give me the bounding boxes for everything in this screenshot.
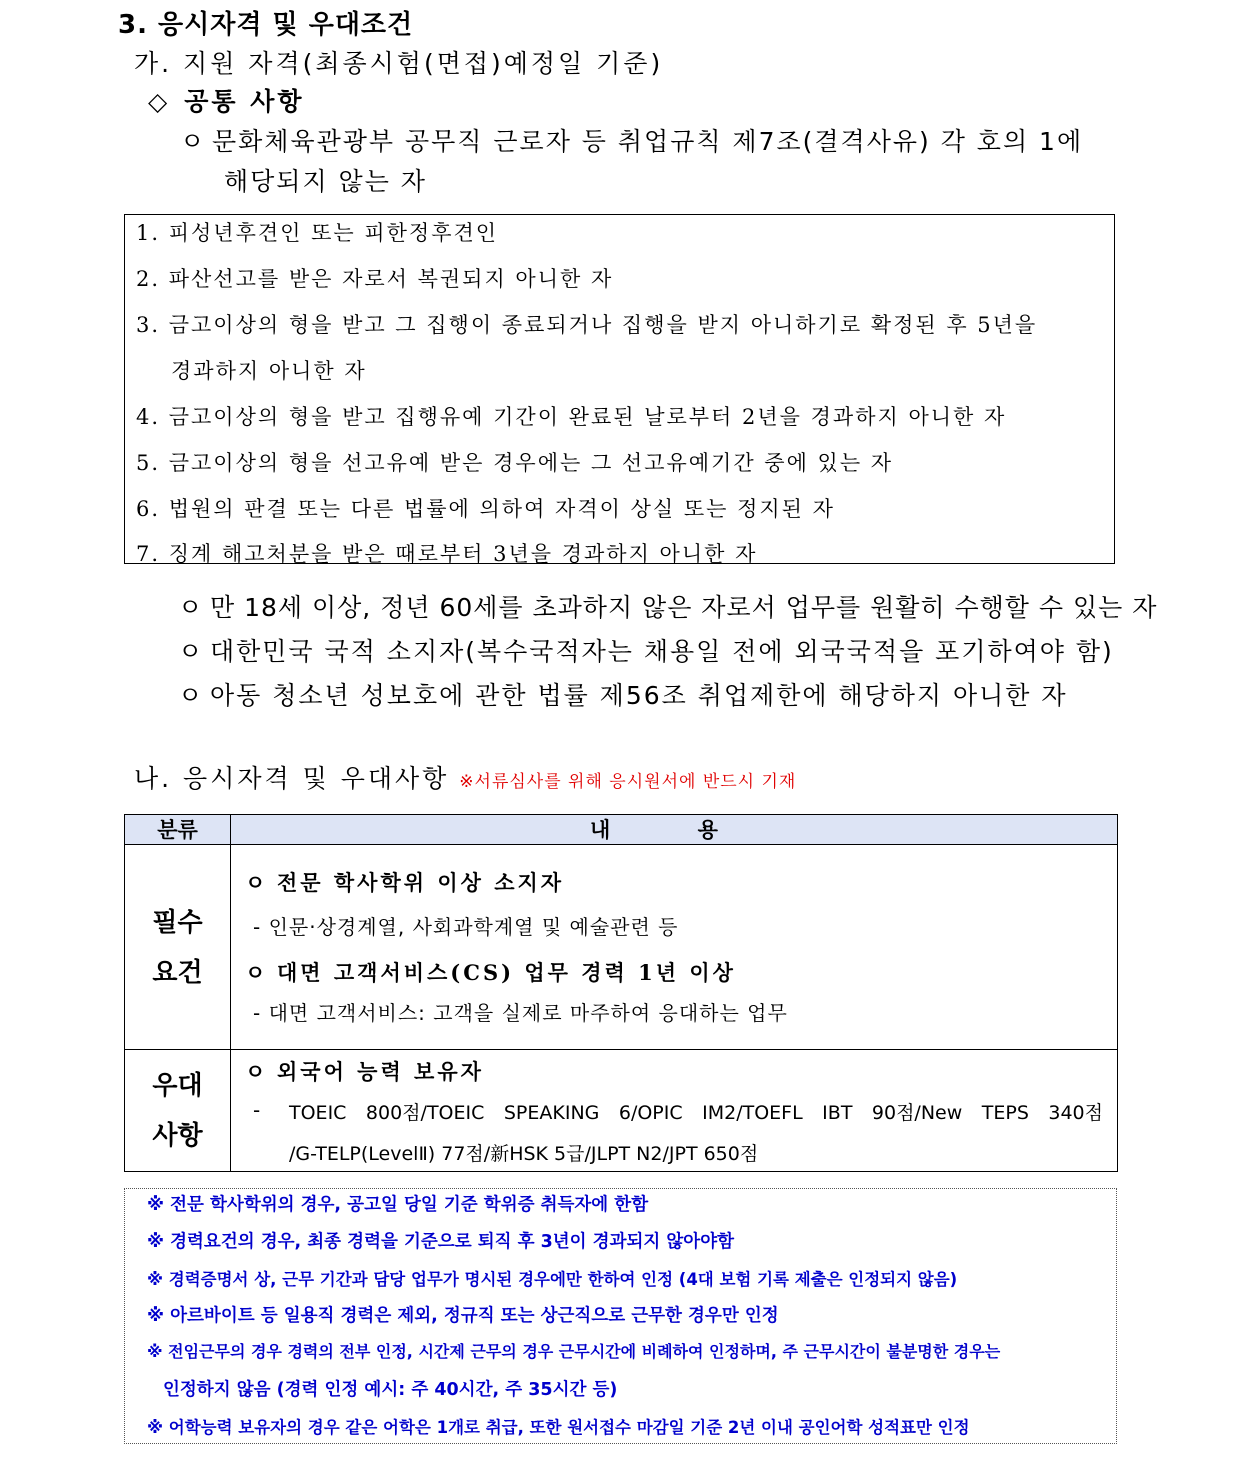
note-item: ※ 아르바이트 등 일용직 경력은 제외, 정규직 또는 상근직으로 근무한 경우만 인정 bbox=[147, 1306, 779, 1326]
common-label: 공통 사항 bbox=[184, 87, 305, 116]
note-item: 인정하지 않음 (경력 인정 예시: 주 40시간, 주 35시간 등) bbox=[163, 1380, 618, 1400]
condition-item: ㅇ 만 18세 이상, 정년 60세를 초과하지 않은 자로서 업무를 원활히 수행할 수 있는 자 bbox=[178, 588, 1157, 624]
rule-bullet-item bbox=[180, 122, 1083, 158]
disqualification-item: 2. 파산선고를 받은 자로서 복권되지 아니한 자 bbox=[136, 267, 614, 291]
header-category: 분류 bbox=[125, 815, 231, 845]
rule-line-1: 문화체육관광부 공무직 근로자 등 취업규칙 제7조(결격사유) 각 호의 1에 bbox=[212, 127, 1084, 156]
bullet-icon: ㅇ bbox=[245, 870, 269, 895]
disqualification-item: 7. 징계 해고처분을 받은 때로부터 3년을 경과하지 아니한 자 bbox=[136, 542, 758, 566]
bullet-icon: ㅇ bbox=[245, 960, 269, 985]
preferred-item: ㅇ 외국어 능력 보유자 bbox=[245, 1056, 484, 1086]
subsection-b-title: 나. 응시자격 및 우대사항 ※서류심사를 위해 응시원서에 반드시 기재 bbox=[134, 764, 797, 793]
condition-item: ㅇ 아동 청소년 성보호에 관한 법률 제56조 취업제한에 해당하지 아니한 자 bbox=[178, 676, 1068, 712]
header-content: 내 용 bbox=[231, 815, 1117, 845]
requirements-table bbox=[124, 814, 1118, 1172]
diamond-icon: ◇ bbox=[148, 87, 171, 116]
preferred-content-cell bbox=[231, 1050, 1117, 1171]
condition-item: ㅇ 대한민국 국적 소지자(복수국적자는 채용일 전에 외국국적을 포기하여야 함) bbox=[178, 632, 1114, 668]
bullet-icon: ㅇ bbox=[178, 681, 205, 710]
required-detail: - 인문·상경계열, 사회과학계열 및 예술관련 등 bbox=[253, 915, 679, 939]
preferred-category-line2: 사항 bbox=[152, 1121, 203, 1151]
preferred-detail-dash: - bbox=[253, 1098, 262, 1122]
disqualification-box bbox=[124, 214, 1115, 564]
bullet-icon: ㅇ bbox=[178, 637, 205, 666]
note-item: ※ 경력요건의 경우, 최종 경력을 기준으로 퇴직 후 3년이 경과되지 않아야함 bbox=[147, 1232, 735, 1252]
note-item: ※ 전문 학사학위의 경우, 공고일 당일 기준 학위증 취득자에 한함 bbox=[147, 1195, 649, 1215]
required-category-line1: 필수 bbox=[152, 908, 203, 938]
required-item: ㅇ 전문 학사학위 이상 소지자 bbox=[245, 867, 564, 897]
preferred-detail-line2: /G-TELP(LevelⅡ) 77점/新HSK 5급/JLPT N2/JPT 650점 bbox=[289, 1143, 759, 1165]
disqualification-item: 3. 금고이상의 형을 받고 그 집행이 종료되거나 집행을 받지 아니하기로 확정된 후 5년을 bbox=[136, 313, 1038, 337]
note-item: ※ 경력증명서 상, 근무 기간과 담당 업무가 명시된 경우에만 한하여 인정 (4대 보험 기록 제출은 인정되지 않음) bbox=[147, 1270, 958, 1289]
note-item: ※ 어학능력 보유자의 경우 같은 어학은 1개로 취급, 또한 원서접수 마감일 기준 2년 이내 공인어학 성적표만 인정 bbox=[147, 1418, 970, 1437]
note-item: ※ 전임근무의 경우 경력의 전부 인정, 시간제 근무의 경우 근무시간에 비례하여 인정하며, 주 근무시간이 불분명한 경우는 bbox=[147, 1342, 1001, 1361]
required-note: ※서류심사를 위해 응시원서에 반드시 기재 bbox=[459, 772, 797, 792]
required-item: ㅇ 대면 고객서비스(CS) 업무 경력 1년 이상 bbox=[245, 957, 736, 987]
disqualification-item: 1. 피성년후견인 또는 피한정후견인 bbox=[136, 221, 499, 245]
preferred-category-line1: 우대 bbox=[152, 1071, 203, 1101]
preferred-detail-line1: TOEIC 800점/TOEIC SPEAKING 6/OPIC IM2/TOEFL IBT 90점/New TEPS 340점 bbox=[289, 1102, 1103, 1124]
disqualification-item: 6. 법원의 판결 또는 다른 법률에 의하여 자격이 상실 또는 정지된 자 bbox=[136, 497, 835, 521]
required-detail: - 대면 고객서비스: 고객을 실제로 마주하여 응대하는 업무 bbox=[253, 1001, 788, 1025]
disqualification-item: 5. 금고이상의 형을 선고유예 받은 경우에는 그 선고유예기간 중에 있는 자 bbox=[136, 451, 894, 475]
disqualification-item: 경과하지 아니한 자 bbox=[171, 359, 367, 383]
bullet-icon: ㅇ bbox=[245, 1059, 269, 1084]
disqualification-item: 4. 금고이상의 형을 받고 집행유예 기간이 완료된 날로부터 2년을 경과하지 아니한 자 bbox=[136, 405, 1007, 429]
rule-line-2: 해당되지 않는 자 bbox=[224, 167, 427, 196]
bullet-icon: ㅇ bbox=[178, 593, 204, 622]
required-category-line2: 요건 bbox=[152, 958, 203, 988]
common-requirements-heading bbox=[148, 82, 305, 118]
subsection-a-title: 가. 지원 자격(최종시험(면접)예정일 기준) bbox=[134, 49, 664, 78]
section-title: 3. 응시자격 및 우대조건 bbox=[118, 10, 414, 40]
bullet-icon: ㅇ bbox=[180, 127, 207, 156]
preferred-category-cell bbox=[125, 1050, 231, 1171]
required-content-cell bbox=[231, 845, 1117, 1050]
required-category-cell bbox=[125, 845, 231, 1050]
notes-box bbox=[124, 1188, 1117, 1444]
